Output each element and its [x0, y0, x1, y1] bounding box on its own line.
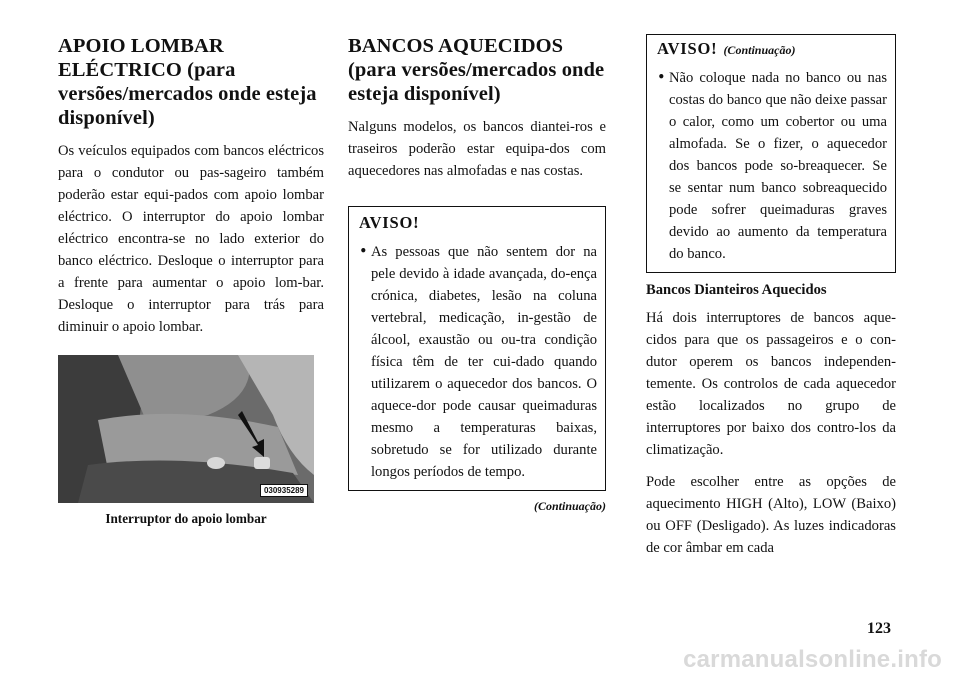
subheading-front-heated-seats: Bancos Dianteiros Aquecidos — [646, 282, 827, 298]
continued-label: (Continuação) — [533, 499, 606, 513]
lumbar-body-text: Os veículos equipados com bancos eléctricos para o condutor ou pas-sageiro também poderão estar equi-pados com apoio lombar eléctrico. O interruptor do apoio lombar eléctrico encontra-se no lado exterior do banco eléctrico. Desloque o interruptor para a frente para aumentar o apoio lom-bar. Desloque o interruptor para trás para diminuir o apoio lombar. — [58, 143, 324, 335]
section-heading-lumbar: APOIO LOMBAR ELÉCTRICO (para versões/mercados onde esteja disponível) — [58, 35, 317, 129]
bullet-icon: • — [657, 69, 666, 86]
front-heated-seats-para2: Pode escolher entre as opções de aquecimento HIGH (Alto), LOW (Baixo) ou OFF (Desligado). As luzes indicadoras de cor âmbar em cada — [646, 474, 896, 556]
warning-box — [348, 206, 606, 491]
page-number: 123 — [867, 620, 891, 637]
watermark: carmanualsonline.info — [683, 646, 942, 673]
warning-bullet-continued — [657, 67, 887, 265]
seat-illustration — [58, 355, 314, 503]
warning-bullet-text: As pessoas que não sentem dor na pele devido à idade avançada, do-ença crónica, diabetes, lesão na coluna vertebral, medicação, in-gestão de álcool, exaustão ou ou-tra condição física têm de ter cui-dado quando utilizarem o aquecedor dos bancos. O aquece-dor pode causar queimaduras mesmo a temperaturas baixas, sobretudo se for utilizado durante longos períodos de tempo. — [371, 244, 597, 480]
warning-bullet — [359, 241, 597, 483]
column-middle — [348, 34, 606, 514]
warning-title-continued: AVISO! — [657, 39, 718, 58]
photo-caption: Interruptor do apoio lombar — [105, 511, 267, 526]
warning-bullet-text-continued: Não coloque nada no banco ou nas costas do banco que não deixe passar o calor, como um cobertor ou uma almofada. Se o fizer, o aquecedor dos bancos pode so-breaquecer. Se se sentar num banco sobreaquecido pode sofrer queimaduras graves devido ao aumento da temperatura do banco. — [669, 70, 887, 262]
warning-subtitle: (Continuação) — [723, 43, 796, 57]
column-right — [646, 34, 896, 559]
warning-header-continued — [657, 39, 887, 59]
warning-header — [359, 213, 597, 233]
lumbar-switch-photo — [58, 355, 314, 503]
heated-seats-intro: Nalguns modelos, os bancos diantei-ros e traseiros poderão estar equipa-dos com aquecedores nas almofadas e nas costas. — [348, 119, 606, 179]
warning-box-continued — [646, 34, 896, 273]
front-heated-seats-para1: Há dois interruptores de bancos aque-cidos para que os passageiros e o con-dutor operem os bancos independen-temente. Os controlos de cada aquecedor estão localizados no grupo de interruptores por baixo dos contro-los da climatização. — [646, 310, 896, 458]
figure-code-label: 030935289 — [260, 484, 308, 497]
column-left — [58, 34, 324, 527]
bullet-icon: • — [359, 243, 368, 260]
section-heading-heated-seats: BANCOS AQUECIDOS (para versões/mercados onde esteja disponível) — [348, 35, 605, 105]
warning-title: AVISO! — [359, 213, 420, 232]
